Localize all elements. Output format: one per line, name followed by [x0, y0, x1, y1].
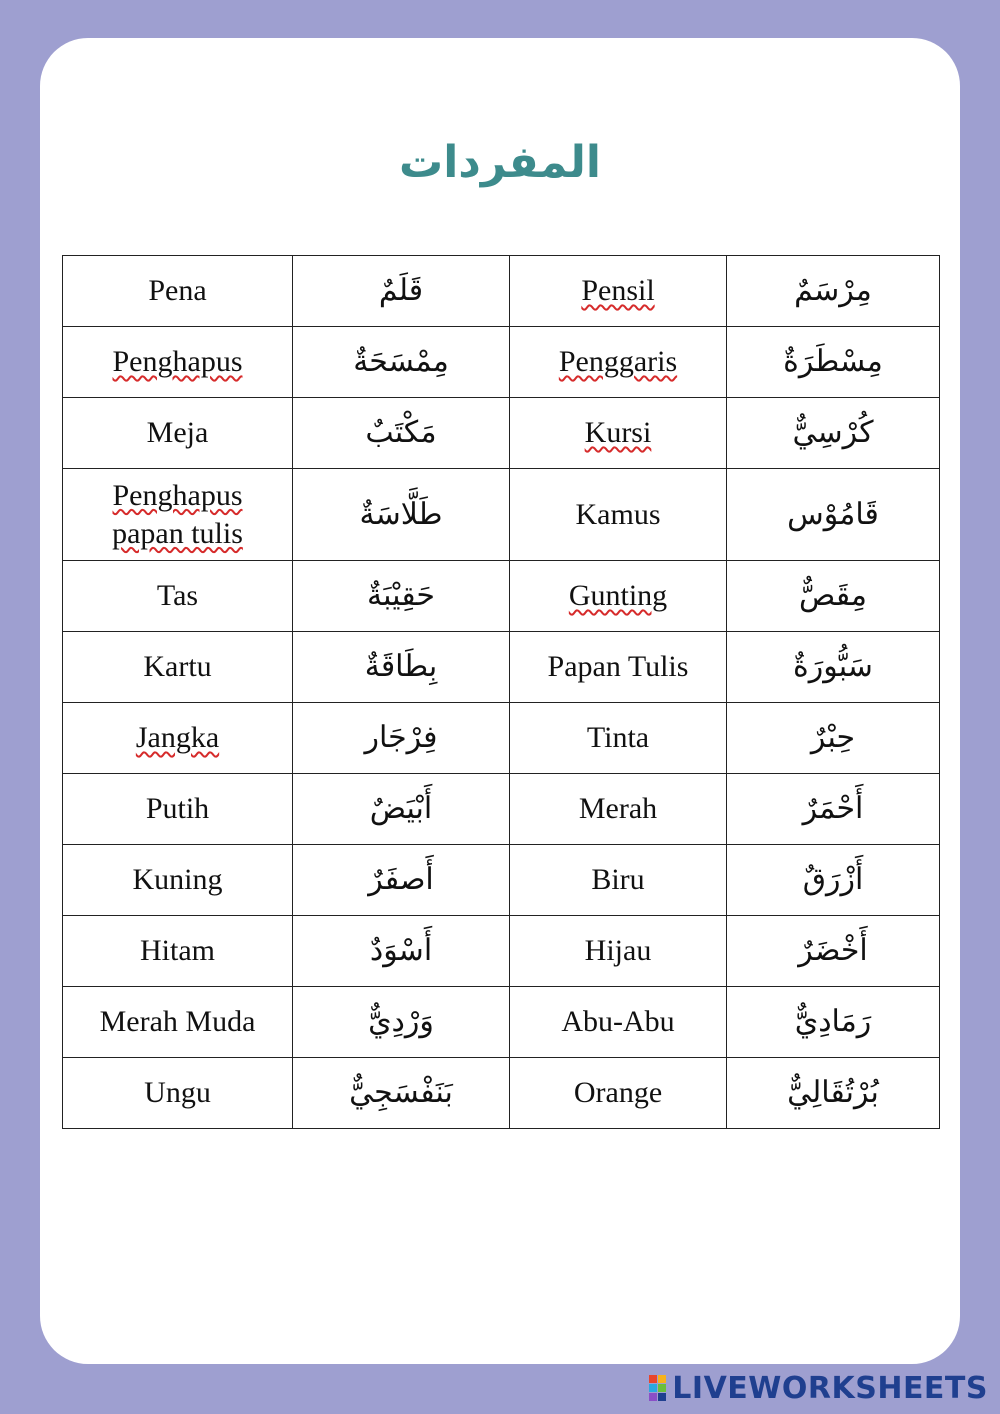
arabic-word: بَنَفْسَجِيٌّ [293, 1058, 510, 1129]
arabic-word: حِبْرٌ [727, 703, 940, 774]
arabic-word: كُرْسِيٌّ [727, 398, 940, 469]
indonesian-word: Meja [63, 398, 293, 469]
table-row [63, 398, 940, 469]
indonesian-word: Penggaris [510, 327, 727, 398]
arabic-word: قَامُوْس [727, 469, 940, 561]
arabic-word: حَقِيْبَةٌ [293, 561, 510, 632]
indonesian-word: Tas [63, 561, 293, 632]
indonesian-word: Kuning [63, 845, 293, 916]
table-row [63, 469, 940, 561]
indonesian-word: Merah [510, 774, 727, 845]
indonesian-word: Jangka [63, 703, 293, 774]
indonesian-word: Penghapus [63, 327, 293, 398]
arabic-word: أَزْرَقٌ [727, 845, 940, 916]
table-row [63, 916, 940, 987]
arabic-word: أَحْمَرٌ [727, 774, 940, 845]
indonesian-word: Hitam [63, 916, 293, 987]
indonesian-word: Orange [510, 1058, 727, 1129]
table-row [63, 632, 940, 703]
table-row [63, 703, 940, 774]
table-row [63, 987, 940, 1058]
table-row [63, 845, 940, 916]
indonesian-word: Kamus [510, 469, 727, 561]
indonesian-word: Abu-Abu [510, 987, 727, 1058]
arabic-word: طَلَّاسَةٌ [293, 469, 510, 561]
arabic-word: أَخْضَرٌ [727, 916, 940, 987]
brand-name: LIVEWORKSHEETS [672, 1370, 988, 1406]
arabic-word: مِسْطَرَةٌ [727, 327, 940, 398]
indonesian-word: Penghapus papan tulis [63, 469, 293, 561]
indonesian-word: Kursi [510, 398, 727, 469]
indonesian-word: Gunting [510, 561, 727, 632]
arabic-word: أَسْوَدٌ [293, 916, 510, 987]
arabic-word: مِقَصٌّ [727, 561, 940, 632]
arabic-word: بِطَاقَةٌ [293, 632, 510, 703]
indonesian-word: Hijau [510, 916, 727, 987]
table-row [63, 327, 940, 398]
arabic-word: سَبُّورَةٌ [727, 632, 940, 703]
arabic-word: أَبْيَضٌ [293, 774, 510, 845]
indonesian-word: Papan Tulis [510, 632, 727, 703]
brand-mark-icon [649, 1375, 666, 1401]
arabic-word: مِرْسَمٌ [727, 256, 940, 327]
indonesian-word: Putih [63, 774, 293, 845]
arabic-word: مِمْسَحَةٌ [293, 327, 510, 398]
table-row [63, 561, 940, 632]
arabic-word: مَكْتَبٌ [293, 398, 510, 469]
vocabulary-table [62, 255, 940, 1129]
indonesian-word: Biru [510, 845, 727, 916]
arabic-word: فِرْجَار [293, 703, 510, 774]
indonesian-word: Ungu [63, 1058, 293, 1129]
indonesian-word: Pena [63, 256, 293, 327]
page-title: المفردات [398, 137, 602, 188]
table-row [63, 256, 940, 327]
table-row [63, 774, 940, 845]
liveworksheets-logo[interactable] [649, 1368, 988, 1408]
indonesian-word: Pensil [510, 256, 727, 327]
indonesian-word: Tinta [510, 703, 727, 774]
arabic-word: بُرْتُقَالِيٌّ [727, 1058, 940, 1129]
indonesian-word: Kartu [63, 632, 293, 703]
table-row [63, 1058, 940, 1129]
indonesian-word: Merah Muda [63, 987, 293, 1058]
arabic-word: وَرْدِيٌّ [293, 987, 510, 1058]
arabic-word: قَلَمٌ [293, 256, 510, 327]
arabic-word: رَمَادِيٌّ [727, 987, 940, 1058]
arabic-word: أَصفَرٌ [293, 845, 510, 916]
